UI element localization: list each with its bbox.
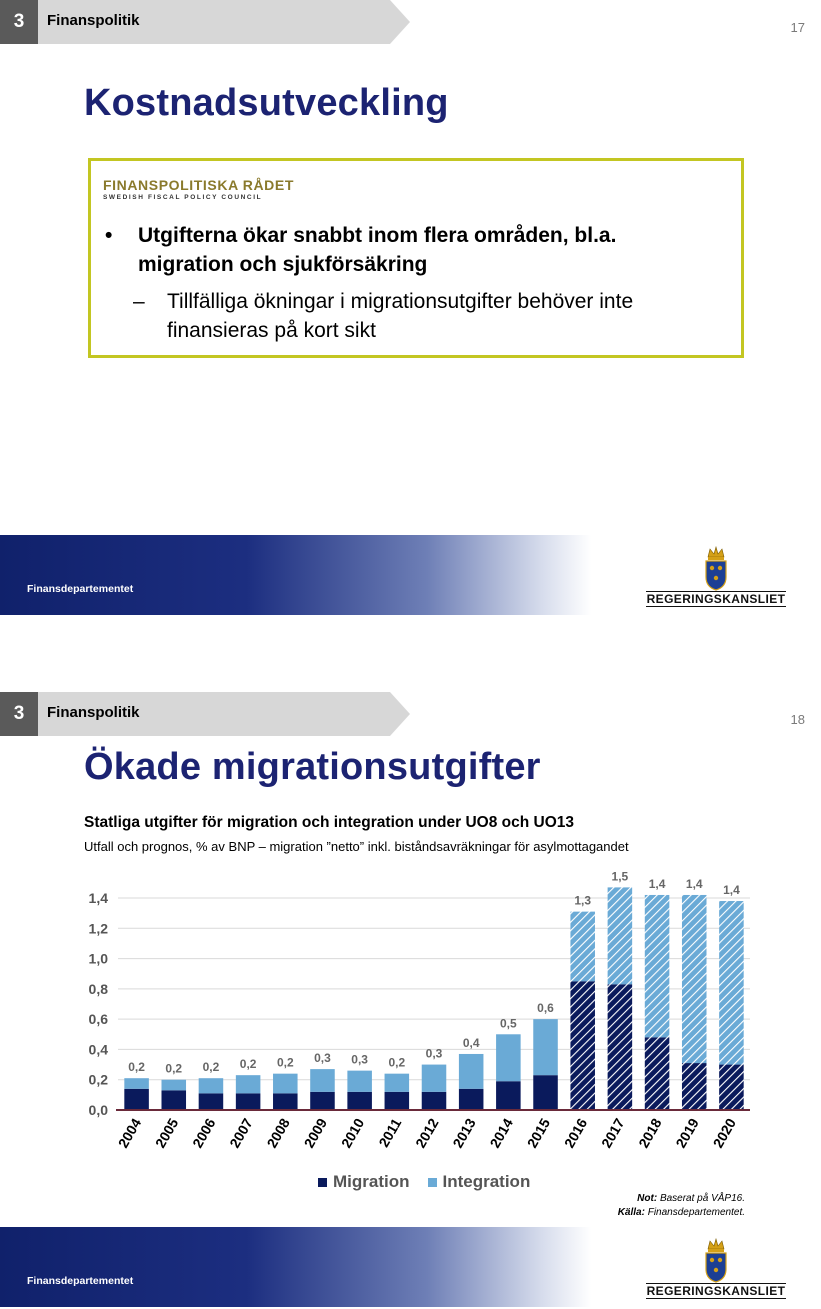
bar-integration bbox=[310, 1069, 335, 1092]
bar-migration bbox=[459, 1089, 484, 1110]
bar-migration bbox=[310, 1092, 335, 1110]
legend-label-migration: Migration bbox=[333, 1172, 410, 1191]
total-label: 1,5 bbox=[611, 869, 629, 884]
migration-chart bbox=[70, 862, 760, 1172]
note-text: Baserat på VÅP16. bbox=[659, 1193, 745, 1204]
total-label: 0,4 bbox=[462, 1035, 480, 1050]
bar-migration bbox=[719, 1065, 744, 1110]
regeringskansliet-logo bbox=[646, 543, 786, 609]
legend-swatch-migration bbox=[318, 1178, 327, 1187]
bar-migration bbox=[608, 984, 633, 1110]
section-tab bbox=[38, 0, 410, 44]
sub-bullet-text: Tillfälliga ökningar i migrationsutgifter behöver inte finansieras på kort sikt bbox=[167, 290, 634, 342]
source-text: Finansdepartementet. bbox=[647, 1207, 745, 1218]
bar-integration bbox=[347, 1071, 372, 1092]
section-number: 3 bbox=[0, 0, 38, 44]
bar-integration bbox=[719, 901, 744, 1065]
bar-migration bbox=[385, 1092, 410, 1110]
total-label: 0,3 bbox=[314, 1051, 331, 1066]
bar-migration bbox=[124, 1089, 149, 1110]
y-tick-label: 1,0 bbox=[88, 950, 108, 967]
y-tick-label: 0,6 bbox=[88, 1011, 108, 1028]
bar-integration bbox=[496, 1034, 521, 1081]
x-tick-label: 2007 bbox=[226, 1115, 256, 1151]
bar-migration bbox=[422, 1092, 447, 1110]
x-tick-label: 2011 bbox=[375, 1115, 405, 1150]
section-label: Finanspolitik bbox=[47, 12, 140, 29]
chart-legend bbox=[318, 1172, 530, 1192]
y-tick-label: 0,8 bbox=[88, 980, 108, 997]
fiscal-council-name: FINANSPOLITISKA RÅDET bbox=[103, 177, 294, 193]
total-label: 1,4 bbox=[685, 876, 703, 891]
fiscal-council-logo bbox=[103, 177, 294, 201]
x-tick-label: 2014 bbox=[486, 1115, 516, 1151]
total-label: 0,2 bbox=[276, 1055, 294, 1070]
slide-title: Ökade migrationsutgifter bbox=[84, 746, 541, 788]
x-tick-label: 2005 bbox=[151, 1115, 182, 1151]
bar-integration bbox=[682, 895, 707, 1063]
section-number: 3 bbox=[0, 692, 38, 736]
x-tick-label: 2017 bbox=[598, 1115, 628, 1151]
bar-integration bbox=[608, 887, 633, 984]
x-tick-label: 2013 bbox=[449, 1115, 479, 1151]
source-label: Källa: bbox=[617, 1207, 645, 1218]
bar-migration bbox=[199, 1093, 224, 1110]
bar-migration bbox=[273, 1093, 298, 1110]
y-tick-label: 0,0 bbox=[88, 1102, 108, 1118]
x-tick-label: 2020 bbox=[709, 1115, 740, 1151]
legend-label-integration: Integration bbox=[442, 1172, 531, 1191]
bar-migration bbox=[682, 1063, 707, 1110]
bar-integration bbox=[533, 1019, 558, 1075]
total-label: 1,4 bbox=[648, 876, 666, 891]
bar-integration bbox=[385, 1074, 410, 1092]
bar-migration bbox=[496, 1081, 521, 1110]
chart-title: Statliga utgifter för migration och integration under UO8 och UO13 bbox=[84, 814, 575, 831]
total-label: 0,2 bbox=[165, 1061, 183, 1076]
legend-item-integration bbox=[428, 1172, 531, 1192]
x-tick-label: 2016 bbox=[560, 1115, 591, 1151]
crown-shield-icon bbox=[646, 1235, 786, 1283]
chart-bars bbox=[124, 887, 743, 1110]
bar-migration bbox=[533, 1075, 558, 1110]
bar-migration bbox=[347, 1092, 372, 1110]
y-axis bbox=[89, 890, 109, 1118]
chart-note bbox=[618, 1192, 745, 1220]
bar-integration bbox=[645, 895, 670, 1037]
bar-integration bbox=[236, 1075, 261, 1093]
bar-migration bbox=[236, 1093, 261, 1110]
x-tick-label: 2012 bbox=[412, 1115, 442, 1151]
dash-icon: – bbox=[133, 290, 145, 313]
x-tick-label: 2015 bbox=[523, 1115, 554, 1151]
total-label: 0,2 bbox=[128, 1060, 145, 1075]
legend-item-migration bbox=[318, 1172, 410, 1192]
x-tick-label: 2004 bbox=[114, 1115, 145, 1151]
footer-bar bbox=[0, 535, 821, 615]
x-axis bbox=[115, 1110, 750, 1150]
page-number: 17 bbox=[790, 20, 805, 35]
main-bullet-text: Utgifterna ökar snabbt inom flera områden, bl.a. migration och sjukförsäkring bbox=[138, 224, 617, 276]
quote-box bbox=[88, 158, 744, 358]
page-number: 18 bbox=[790, 712, 805, 727]
bar-integration bbox=[161, 1080, 186, 1091]
footer-department: Finansdepartementet bbox=[27, 583, 134, 595]
bar-integration bbox=[422, 1065, 447, 1092]
x-tick-label: 2019 bbox=[672, 1115, 702, 1151]
footer-bar bbox=[0, 1227, 821, 1307]
bar-integration bbox=[124, 1078, 149, 1089]
note-label: Not: bbox=[637, 1193, 658, 1204]
total-label: 0,3 bbox=[425, 1046, 443, 1061]
bar-migration bbox=[645, 1037, 670, 1110]
bar-integration bbox=[199, 1078, 224, 1093]
total-label: 1,3 bbox=[574, 893, 592, 908]
x-tick-label: 2018 bbox=[635, 1115, 665, 1151]
x-tick-label: 2010 bbox=[337, 1115, 368, 1151]
slide-title: Kostnadsutveckling bbox=[84, 82, 449, 124]
fiscal-council-subtitle: SWEDISH FISCAL POLICY COUNCIL bbox=[103, 194, 263, 201]
chart-subtitle: Utfall och prognos, % av BNP – migration ”netto” inkl. biståndsavräkningar för asylmottagandet bbox=[84, 839, 629, 854]
y-tick-label: 1,2 bbox=[88, 920, 108, 937]
crown-shield-icon bbox=[646, 543, 786, 591]
total-label: 0,6 bbox=[537, 1001, 554, 1016]
logo-text: REGERINGSKANSLIET bbox=[646, 1284, 786, 1298]
logo-text: REGERINGSKANSLIET bbox=[646, 592, 786, 606]
bar-migration bbox=[161, 1090, 186, 1110]
y-tick-label: 1,4 bbox=[88, 890, 108, 906]
slide-17 bbox=[0, 0, 821, 615]
bar-integration bbox=[459, 1054, 484, 1089]
total-label: 0,2 bbox=[388, 1055, 406, 1070]
section-label: Finanspolitik bbox=[47, 704, 140, 721]
total-label: 0,2 bbox=[202, 1060, 220, 1075]
total-label: 0,3 bbox=[351, 1052, 368, 1067]
bar-integration bbox=[570, 912, 595, 982]
x-tick-label: 2008 bbox=[263, 1115, 293, 1151]
total-label: 0,2 bbox=[239, 1057, 257, 1072]
bar-migration bbox=[570, 981, 595, 1110]
regeringskansliet-logo bbox=[646, 1235, 786, 1301]
section-tab bbox=[38, 692, 410, 736]
total-label: 1,4 bbox=[723, 883, 740, 898]
y-tick-label: 0,2 bbox=[88, 1071, 108, 1088]
x-tick-label: 2006 bbox=[189, 1115, 219, 1151]
bar-integration bbox=[273, 1074, 298, 1094]
y-tick-label: 0,4 bbox=[88, 1041, 108, 1058]
x-tick-label: 2009 bbox=[300, 1115, 331, 1151]
footer-department: Finansdepartementet bbox=[27, 1275, 134, 1287]
bullet-dot-icon: • bbox=[105, 224, 113, 247]
slide-18 bbox=[0, 692, 821, 1309]
total-label: 0,5 bbox=[500, 1016, 517, 1031]
legend-swatch-integration bbox=[428, 1178, 437, 1187]
